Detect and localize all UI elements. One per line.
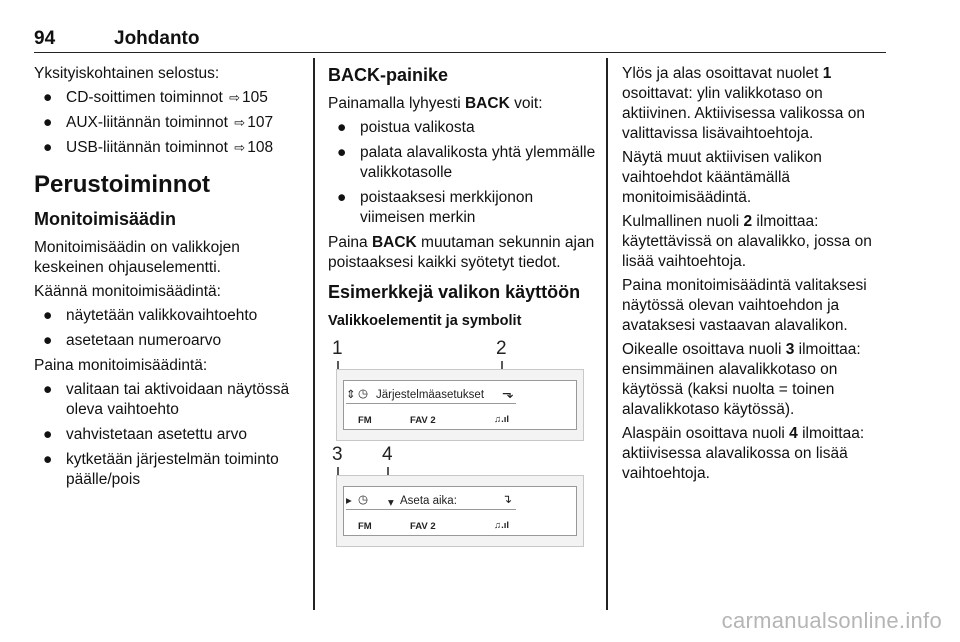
favourite-label: FAV 2 xyxy=(410,415,436,426)
display-screen-2 xyxy=(336,475,584,547)
paragraph: Monitoimisäädin on valikkojen keskeinen ohjauselementti. xyxy=(34,239,240,276)
list-item: ● AUX-liitännän toiminnot ⇨ 107 xyxy=(43,114,274,131)
up-down-arrow-icon: ⇕ xyxy=(346,389,356,401)
list-item: ● poistaaksesi merkkijonon viimeisen merkin xyxy=(337,189,534,226)
subsection-heading: Monitoimisäädin xyxy=(34,209,177,229)
display-screen-1 xyxy=(336,369,584,441)
callout-4: 4 xyxy=(382,444,393,465)
back-list xyxy=(328,118,596,228)
list-item: ● vahvistetaan asetettu arvo xyxy=(43,426,247,443)
menu-symbols-figure xyxy=(328,339,592,551)
watermark: carmanualsonline.info xyxy=(721,608,942,633)
display-panel xyxy=(343,486,577,536)
column-2 xyxy=(328,64,596,551)
corner-arrow-icon: ⬎ xyxy=(502,385,514,401)
page-number: 94 xyxy=(34,28,56,49)
music-signal-icon: ♫.ıl xyxy=(494,520,510,531)
music-signal-icon: ♫.ıl xyxy=(494,414,510,425)
chapter-title: Johdanto xyxy=(114,28,200,49)
down-arrow-icon: ▾ xyxy=(388,497,394,509)
section-heading: Perustoiminnot xyxy=(34,171,211,198)
right-arrow-icon: ▸ xyxy=(346,495,352,507)
list-item: ● poistua valikosta xyxy=(337,119,475,136)
column-divider-2 xyxy=(606,58,608,610)
callout-1: 1 xyxy=(332,338,343,359)
divider xyxy=(346,403,516,404)
paragraph: Alaspäin osoittava nuoli 4 ilmoittaa: aktiivisessa alavalikossa on lisää vaihtoehtoja. xyxy=(622,425,865,482)
page-ref-icon: ⇨ xyxy=(234,140,246,155)
callout-2: 2 xyxy=(496,338,507,359)
paragraph: Ylös ja alas osoittavat nuolet 1 osoittavat: ylin valikkotaso on aktiivinen. Aktiivisessa valikossa on valittavissa lisävaihtoehtoja. xyxy=(622,65,865,142)
screen-title: Aseta aika: xyxy=(400,495,457,507)
paragraph: Painamalla lyhyesti BACK voit: xyxy=(328,95,543,112)
divider xyxy=(346,509,516,510)
list-item: ● CD-soittimen toiminnot ⇨ 105 xyxy=(43,89,268,106)
paragraph: Käännä monitoimisäädintä: xyxy=(34,283,221,300)
page-ref-link[interactable]: 107 xyxy=(247,114,274,131)
column-1 xyxy=(34,64,304,495)
corner-arrow-icon: ↴ xyxy=(502,492,513,506)
paragraph: Kulmallinen nuoli 2 ilmoittaa: käytettävissä on alavalikko, jossa on lisää vaihtoehtoja. xyxy=(622,213,872,270)
display-panel xyxy=(343,380,577,430)
clock-icon: ◷ xyxy=(358,494,369,506)
band-label: FM xyxy=(358,521,372,532)
column-3 xyxy=(622,64,890,488)
band-label: FM xyxy=(358,415,372,426)
intro-list xyxy=(34,88,304,158)
paragraph: Oikealle osoittava nuoli 3 ilmoittaa: ensimmäinen alavalikkotaso on käytössä (kaksi nuolta = toinen alavalikkotaso käytössä). xyxy=(622,341,861,418)
press-list xyxy=(34,380,304,490)
back-button-heading: BACK-painike xyxy=(328,65,449,85)
examples-heading: Esimerkkejä valikon käyttöön xyxy=(328,282,581,302)
favourite-label: FAV 2 xyxy=(410,521,436,532)
turn-list xyxy=(34,306,304,351)
intro-text: Yksityiskohtainen selostus: xyxy=(34,65,220,82)
list-item: ● valitaan tai aktivoidaan näytössä oleva vaihtoehto xyxy=(43,381,290,418)
clock-icon: ◷ xyxy=(358,388,369,400)
list-item: ● kytketään järjestelmän toiminto päälle/pois xyxy=(43,451,279,488)
page-header xyxy=(34,22,886,53)
screen-title: Järjestelmäasetukset xyxy=(376,389,485,401)
callout-3: 3 xyxy=(332,444,343,465)
page-ref-icon: ⇨ xyxy=(229,90,240,105)
paragraph: Paina BACK muutaman sekunnin ajan poistaaksesi kaikki syötetyt tiedot. xyxy=(328,234,595,271)
figure-caption: Valikkoelementit ja symbolit xyxy=(328,313,522,329)
paragraph: Näytä muut aktiivisen valikon vaihtoehdot kääntämällä monitoimisäädintä. xyxy=(622,149,822,206)
column-divider-1 xyxy=(313,58,315,610)
paragraph: Paina monitoimisäädintä valitaksesi näytössä olevan vaihtoehdon ja avataksesi vastaavan alavalikon. xyxy=(622,277,867,334)
page-ref-link[interactable]: 108 xyxy=(247,139,274,156)
paragraph: Paina monitoimisäädintä: xyxy=(34,357,208,374)
list-item: ● asetetaan numeroarvo xyxy=(43,332,222,349)
page-ref-link[interactable]: 105 xyxy=(242,89,268,106)
list-item: ● USB-liitännän toiminnot ⇨ 108 xyxy=(43,139,274,156)
list-item: ● palata alavalikosta yhtä ylemmälle valikkotasolle xyxy=(337,144,596,181)
page-ref-icon: ⇨ xyxy=(234,115,246,130)
list-item: ● näytetään valikkovaihtoehto xyxy=(43,307,258,324)
